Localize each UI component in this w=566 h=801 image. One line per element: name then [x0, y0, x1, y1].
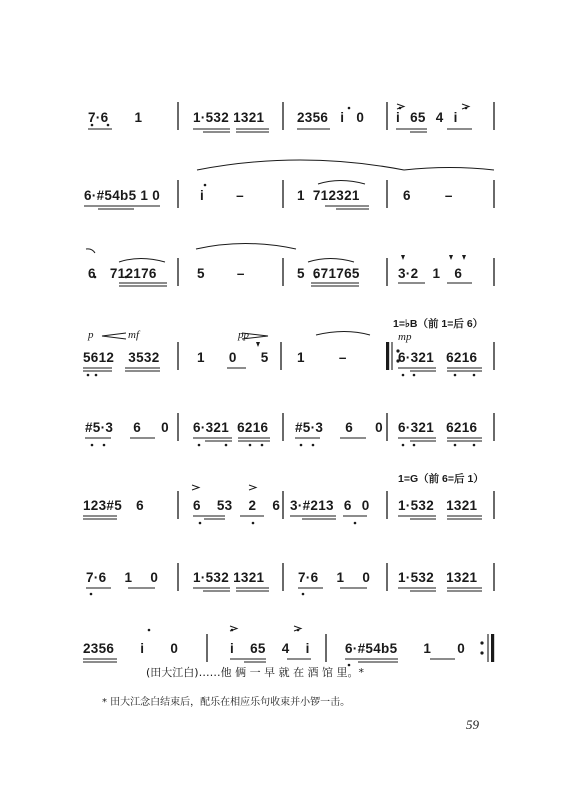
system-2-measure-2: i –	[200, 188, 244, 203]
system-7-measure-2: 1·532 1321	[193, 570, 265, 585]
system-8-measure-2: i 65 4 i	[230, 641, 310, 656]
narration-line: (田大江白)……他 俩 一 早 就 在 酒 馆 里。*	[146, 666, 365, 679]
system-1-measure-2: 1·532 1321	[193, 110, 265, 125]
dynamic-mp: mp	[398, 331, 412, 343]
dynamic-p: p	[88, 329, 94, 341]
system-4-measure-1: 5612 3532	[83, 350, 160, 365]
system-5-measure-1: #5·3 6 0	[85, 420, 169, 435]
system-7-measure-3: 7·6 1 0	[298, 570, 371, 585]
system-6-measure-3: 3·#213 6 0	[290, 498, 370, 513]
system-4-measure-2: 1 0 5	[197, 350, 269, 365]
system-1-measure-4: i 65 4 i	[396, 110, 458, 125]
system-7-measure-4: 1·532 1321	[398, 570, 478, 585]
system-1-measure-1: 7·6 1	[88, 110, 143, 125]
dynamic-pp: pp	[238, 329, 249, 341]
dynamic-mf: mf	[128, 329, 139, 341]
system-8-measure-3: 6·#54b5 1 0	[345, 641, 466, 656]
system-3-measure-1: 6 712176	[88, 266, 157, 281]
system-7-measure-1: 7·6 1 0	[86, 570, 159, 585]
key-change-g: 1=G（前 6=后 1）	[398, 473, 484, 485]
system-6-measure-4: 1·532 1321	[398, 498, 478, 513]
system-5-measure-4: 6·321 6216	[398, 420, 478, 435]
footnote: * 田大江念白结束后，配乐在相应乐句收束并小锣一击。	[102, 697, 351, 708]
system-4-measure-3: 1 –	[297, 350, 347, 365]
system-3-measure-4: 3·2 1 6	[398, 266, 463, 281]
system-2-measure-1: 6·#54b5 1 0	[84, 188, 161, 203]
system-3-measure-2: 5 –	[197, 266, 245, 281]
system-5-measure-2: 6·321 6216	[193, 420, 269, 435]
system-2-measure-4: 6 –	[403, 188, 453, 203]
system-1-measure-3: 2356 i 0	[297, 110, 365, 125]
system-6-measure-2: 6 53 2 6	[193, 498, 281, 513]
system-2-measure-3: 1 712321	[297, 188, 360, 203]
system-5-measure-3: #5·3 6 0	[295, 420, 383, 435]
key-change-flat-b: 1=♭B（前 1=后 6）	[393, 318, 484, 330]
system-4-measure-4: 6·321 6216	[398, 350, 478, 365]
system-3-measure-3: 5 671765	[297, 266, 360, 281]
page-number: 59	[466, 717, 479, 732]
system-6-measure-1: 123#5 6	[83, 498, 144, 513]
system-8-measure-1: 2356 i 0	[83, 641, 179, 656]
